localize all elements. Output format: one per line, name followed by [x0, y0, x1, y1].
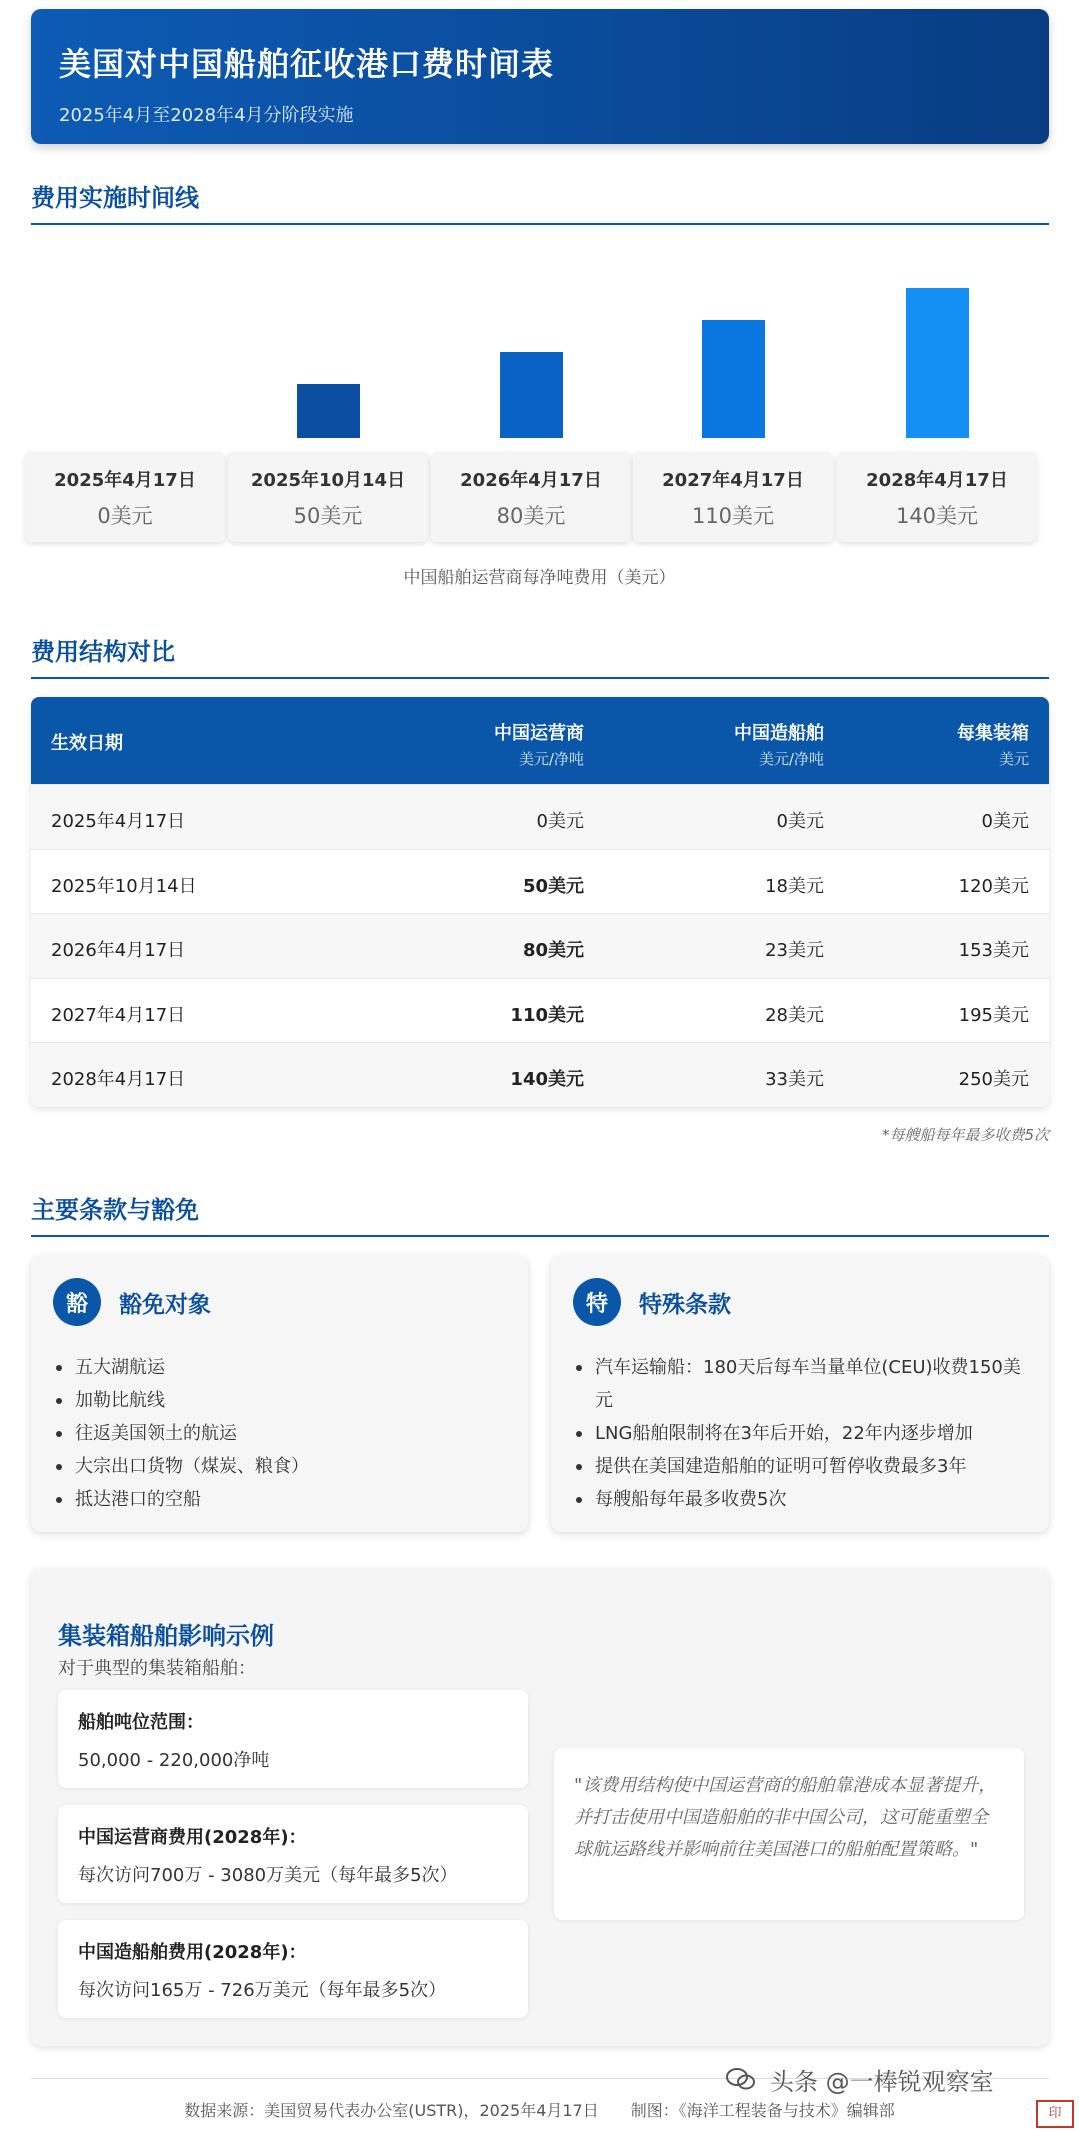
impact-intro: 对于典型的集装箱船舶： [58, 1658, 256, 1679]
timeline-value: 80美元 [496, 504, 566, 528]
list-item: 加勒比航线 [53, 1384, 506, 1417]
list-item: 五大湖航运 [53, 1351, 506, 1384]
list-item: 汽车运输船：180天后每车当量单位(CEU)收费150美元 [573, 1351, 1027, 1417]
cell-built: 33美元 [765, 1069, 824, 1090]
timeline-date: 2028年4月17日 [866, 470, 1008, 491]
cell-built: 18美元 [765, 875, 824, 897]
page-header [31, 9, 1049, 144]
timeline-value: 50美元 [293, 504, 363, 528]
exempt-card [31, 1256, 528, 1532]
header-date: 生效日期 [51, 733, 123, 754]
built-fee-value: 每次访问165万 - 726万美元（每年最多5次） [78, 1980, 447, 2001]
built-fee-box [58, 1920, 528, 2018]
table-row [31, 913, 1049, 978]
cell-container: 153美元 [958, 940, 1029, 961]
operator-fee-box [58, 1805, 528, 1903]
list-item: 每艘船每年最多收费5次 [573, 1483, 1027, 1516]
cell-operator: 140美元 [510, 1069, 584, 1090]
cell-operator: 50美元 [522, 875, 584, 897]
timeline-date-card [431, 452, 631, 542]
built-fee-label: 中国造船舶费用(2028年)： [78, 1942, 307, 1963]
table-row [31, 1042, 1049, 1107]
tonnage-box [58, 1690, 528, 1788]
timeline-date: 2027年4月17日 [662, 470, 804, 491]
timeline-date: 2026年4月17日 [460, 470, 602, 491]
tonnage-label: 船舶吨位范围： [78, 1712, 204, 1733]
special-title: 特殊条款 [639, 1291, 731, 1318]
list-item: 大宗出口货物（煤炭、粮食） [53, 1450, 506, 1483]
cell-operator: 80美元 [522, 940, 584, 961]
chart-bar [906, 288, 969, 438]
impact-quote: "该费用结构使中国运营商的船舶靠港成本显著提升，并打击使用中国造船舶的非中国公司，这可能重塑全球航运路线并影响前往美国港口的船舶配置策略。" [554, 1748, 1024, 1920]
table-row [31, 978, 1049, 1043]
exempt-badge: 豁 [53, 1278, 101, 1326]
cell-container: 120美元 [958, 875, 1029, 897]
header-container: 每集装箱 美元 [957, 723, 1029, 768]
list-item: 提供在美国建造船舶的证明可暂停收费最多3年 [573, 1450, 1027, 1483]
timeline-date-card [633, 452, 833, 542]
chart-bar [702, 320, 765, 438]
seal-icon: 印 [1036, 2100, 1074, 2128]
section-title-structure: 费用结构对比 [31, 632, 1049, 679]
chart-caption: 中国船舶运营商每净吨费用（美元） [403, 568, 676, 588]
tonnage-value: 50,000 - 220,000净吨 [78, 1750, 270, 1771]
timeline-date-card [837, 452, 1037, 542]
timeline-date-card [25, 452, 225, 542]
cell-date: 2025年10月14日 [51, 875, 197, 897]
cell-built: 0美元 [776, 811, 824, 832]
cell-container: 0美元 [981, 811, 1029, 832]
impact-panel [31, 1568, 1049, 2046]
timeline-value: 110美元 [691, 504, 775, 528]
list-item: 往返美国领土的航运 [53, 1417, 506, 1450]
cell-container: 250美元 [958, 1069, 1029, 1090]
special-card [551, 1256, 1049, 1532]
chart-bar [297, 384, 360, 438]
watermark-text: 头条 @一棒锐观察室 [770, 2068, 994, 2096]
list-item: LNG船舶限制将在3年后开始，22年内逐步增加 [573, 1417, 1027, 1450]
cell-date: 2028年4月17日 [51, 1069, 186, 1090]
timeline-date: 2025年4月17日 [54, 470, 196, 491]
cell-built: 28美元 [765, 1004, 824, 1026]
operator-fee-value: 每次访问700万 - 3080万美元（每年最多5次） [78, 1865, 458, 1886]
exempt-list [53, 1351, 506, 1516]
special-list [573, 1351, 1027, 1516]
table-row [31, 784, 1049, 849]
cell-date: 2026年4月17日 [51, 940, 186, 961]
section-title-timeline: 费用实施时间线 [31, 178, 1049, 225]
timeline-chart [25, 270, 1055, 560]
timeline-date: 2025年10月14日 [250, 470, 406, 491]
timeline-value: 140美元 [895, 504, 979, 528]
table-footnote: *每艘船每年最多收费5次 [881, 1126, 1049, 1144]
timeline-value: 0美元 [97, 504, 153, 528]
chart-bar [500, 352, 563, 438]
operator-fee-label: 中国运营商费用(2028年)： [78, 1827, 307, 1848]
impact-title: 集装箱船舶影响示例 [58, 1622, 274, 1650]
section-title-terms: 主要条款与豁免 [31, 1190, 1049, 1237]
header-built: 中国造船舶 美元/净吨 [734, 723, 824, 768]
list-item: 抵达港口的空船 [53, 1483, 506, 1516]
cell-built: 23美元 [765, 940, 824, 961]
cell-operator: 110美元 [510, 1004, 584, 1026]
cell-date: 2027年4月17日 [51, 1004, 186, 1026]
cell-container: 195美元 [958, 1004, 1029, 1026]
cell-date: 2025年4月17日 [51, 811, 186, 832]
special-badge: 特 [573, 1278, 621, 1326]
fee-structure-table [31, 697, 1049, 1107]
table-body [31, 784, 1049, 1107]
table-header [31, 697, 1049, 784]
special-card-header [573, 1278, 731, 1326]
wechat-icon [726, 2067, 756, 2091]
exempt-title: 豁免对象 [119, 1291, 211, 1318]
table-row [31, 849, 1049, 914]
header-operator: 中国运营商 美元/净吨 [494, 723, 584, 768]
page-title: 美国对中国船舶征收港口费时间表 [59, 45, 555, 83]
timeline-date-card [228, 452, 428, 542]
footer-source: 数据来源：美国贸易代表办公室(USTR)，2025年4月17日 制图：《海洋工程装备与技术》编辑部 [184, 2101, 895, 2120]
exempt-card-header [53, 1278, 211, 1326]
cell-operator: 0美元 [536, 811, 584, 832]
page-subtitle: 2025年4月至2028年4月分阶段实施 [59, 105, 354, 126]
